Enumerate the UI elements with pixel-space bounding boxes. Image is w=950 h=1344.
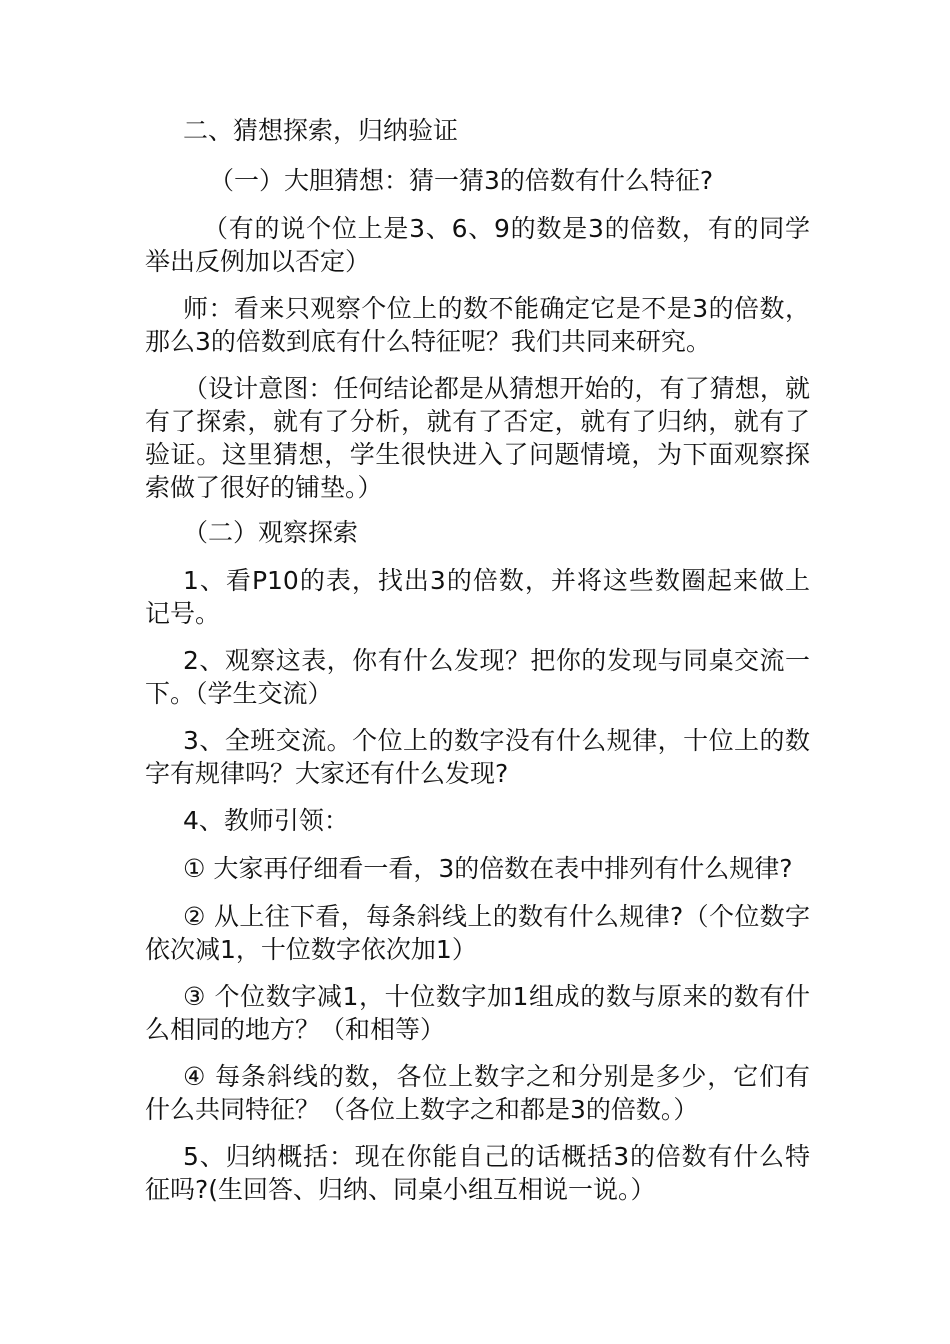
sub-item-4: ④ 每条斜线的数，各位上数字之和分别是多少，它们有什么共同特征？（各位上数字之和都是3的倍数。） bbox=[145, 1062, 810, 1124]
paragraph-teacher-remark: 师：看来只观察个位上的数不能确定它是不是3的倍数，那么3的倍数到底有什么特征呢？我们共同来研究。 bbox=[145, 294, 810, 356]
sub-item-1: ① 大家再仔细看一看，3的倍数在表中排列有什么规律? bbox=[183, 854, 793, 883]
list-item-5: 5、归纳概括：现在你能自己的话概括3的倍数有什么特征吗?(生回答、归纳、同桌小组互相说一说。） bbox=[145, 1142, 810, 1204]
list-item-3: 3、全班交流。个位上的数字没有什么规律，十位上的数字有规律吗？大家还有什么发现? bbox=[145, 726, 810, 788]
subsection-heading-observe: （二）观察探索 bbox=[183, 518, 359, 547]
sub-item-2: ② 从上往下看，每条斜线上的数有什么规律?（个位数字依次减1，十位数字依次加1） bbox=[145, 902, 810, 964]
sub-item-3: ③ 个位数字减1，十位数字加1组成的数与原来的数有什么相同的地方？（和相等） bbox=[145, 982, 810, 1044]
paragraph-student-answers: （有的说个位上是3、6、9的数是3的倍数，有的同学举出反例加以否定） bbox=[145, 214, 810, 276]
subsection-heading-guess: （一）大胆猜想：猜一猜3的倍数有什么特征? bbox=[209, 166, 714, 195]
paragraph-design-intent: （设计意图：任何结论都是从猜想开始的，有了猜想，就有了探索，就有了分析，就有了否定，就有了归纳，就有了验证。这里猜想，学生很快进入了问题情境，为下面观察探索做了很好的铺垫。） bbox=[145, 374, 810, 502]
section-heading: 二、猜想探索，归纳验证 bbox=[183, 116, 459, 145]
list-item-2: 2、观察这表，你有什么发现？把你的发现与同桌交流一下。（学生交流） bbox=[145, 646, 810, 708]
list-item-1: 1、看P10的表，找出3的倍数，并将这些数圈起来做上记号。 bbox=[145, 566, 810, 628]
list-item-4: 4、教师引领： bbox=[183, 806, 349, 835]
